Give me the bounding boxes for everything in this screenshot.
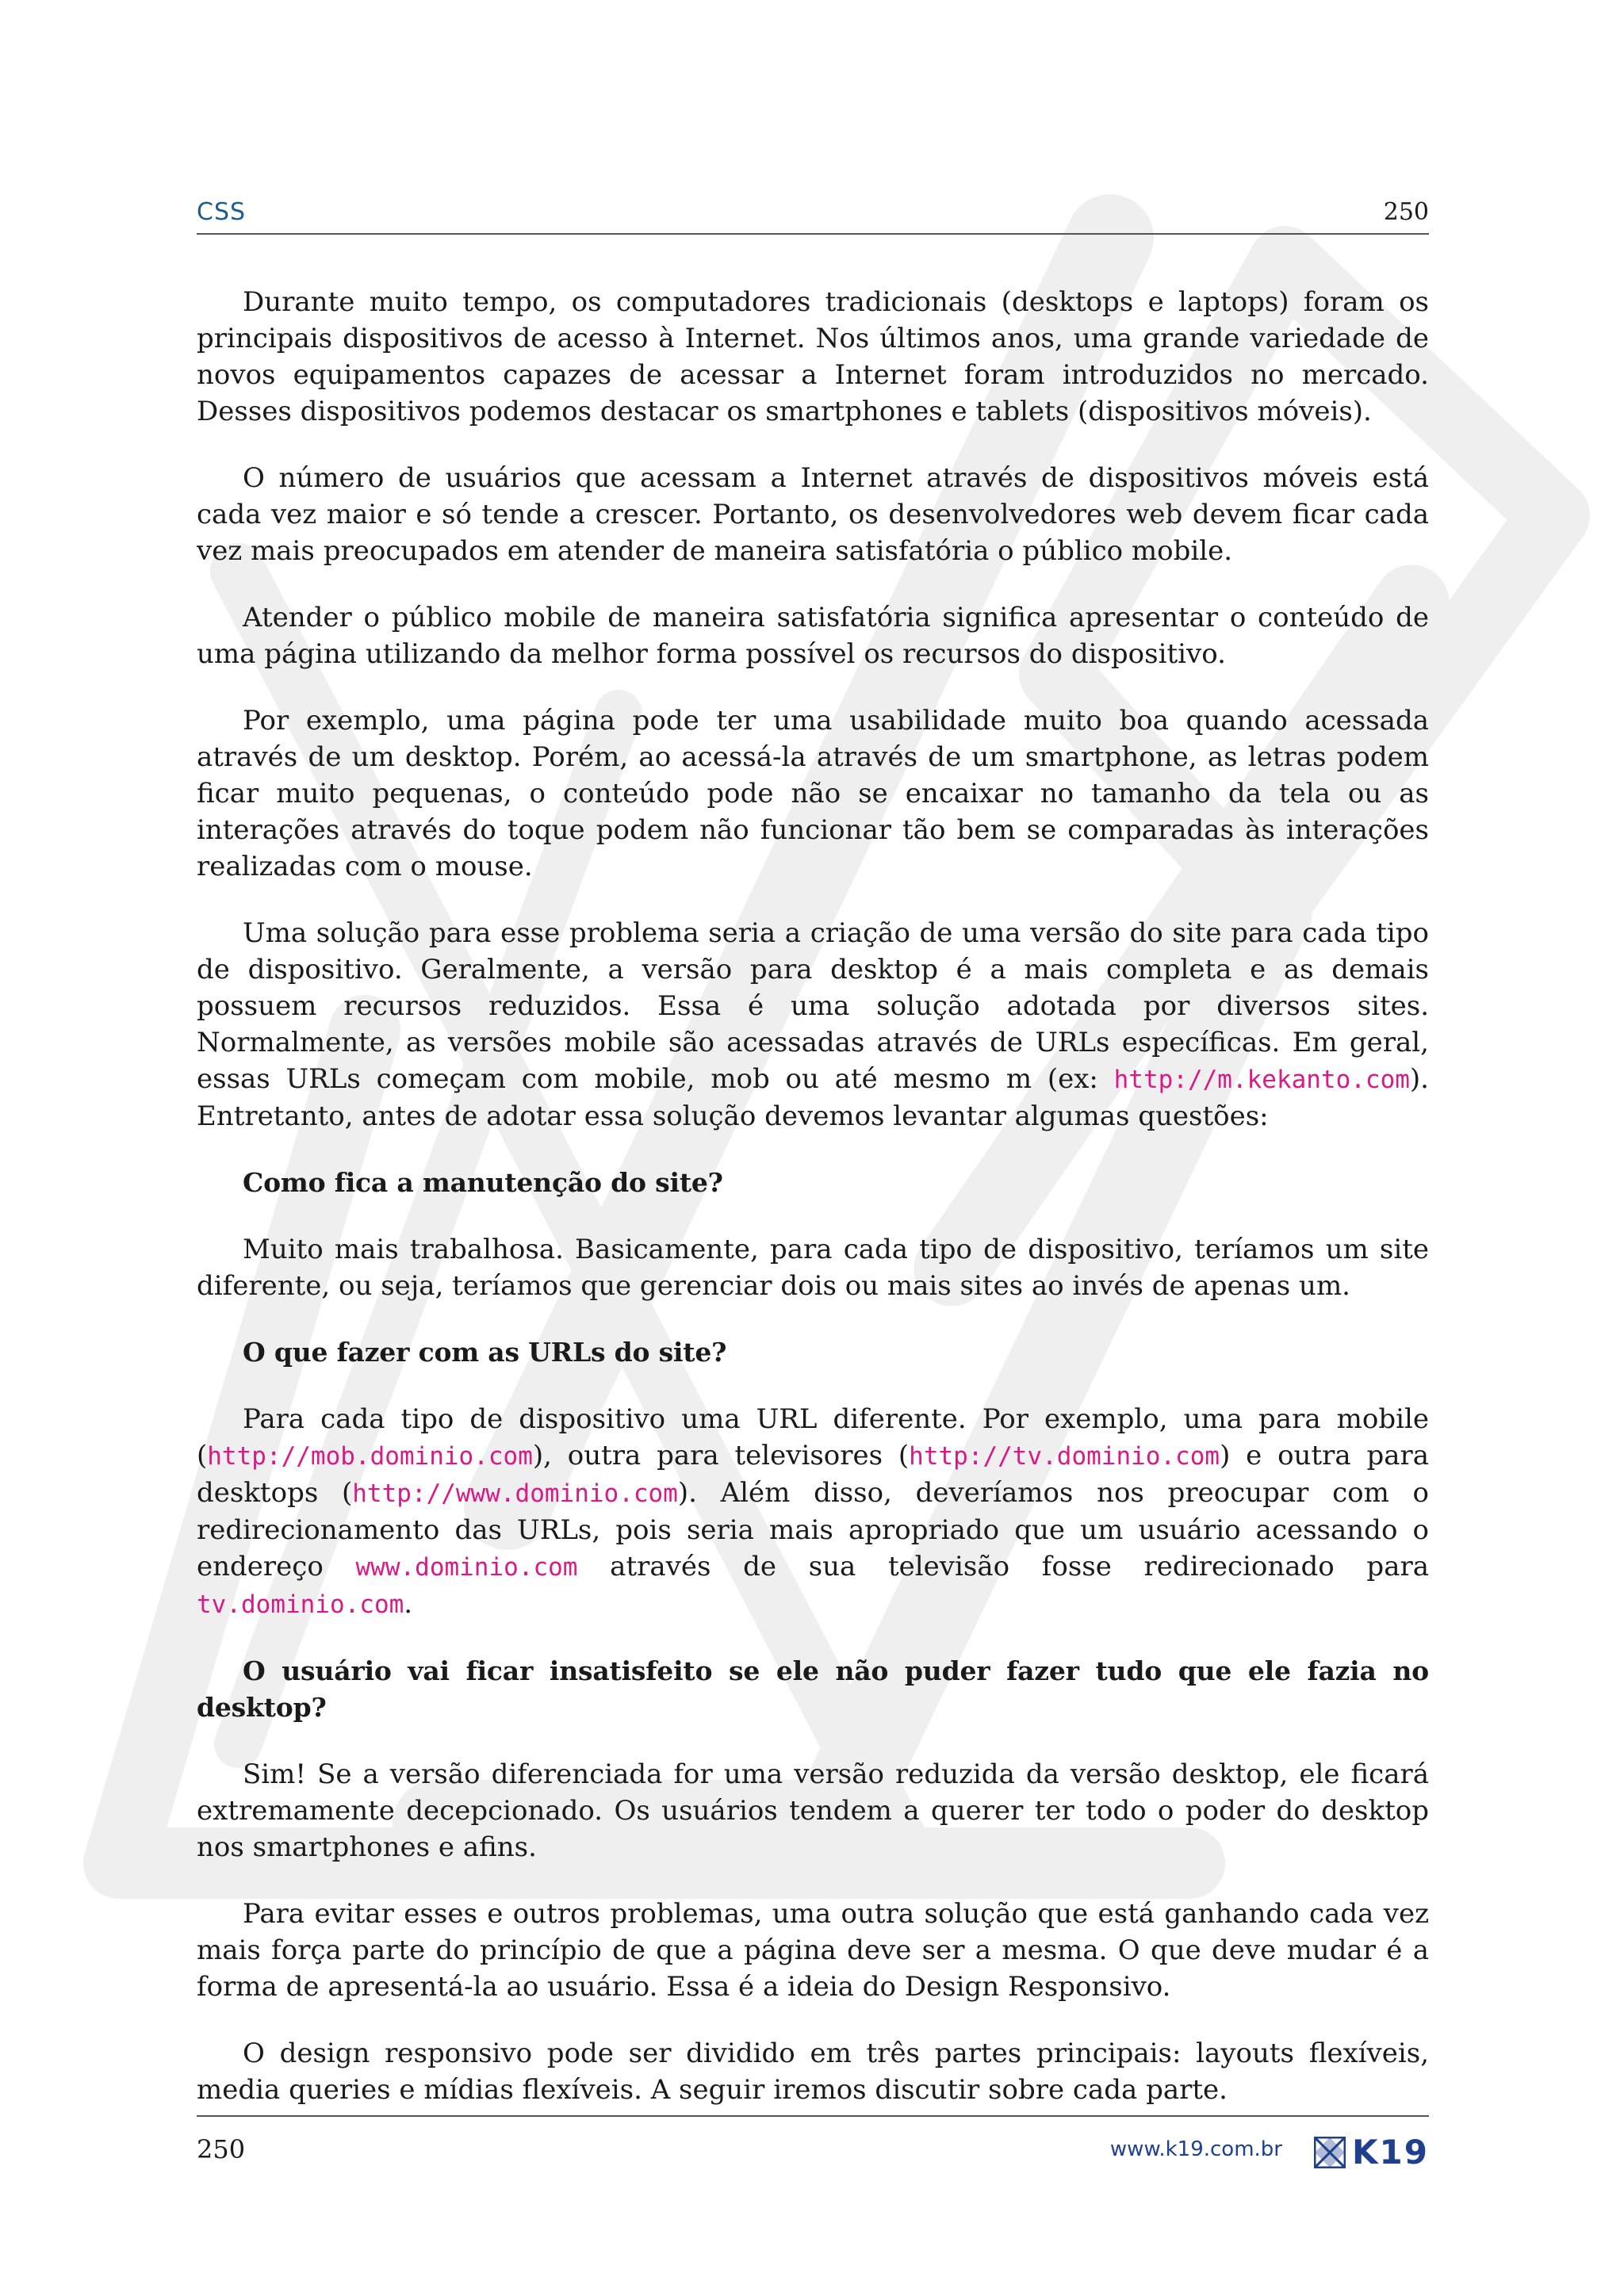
k19-logo-icon: [1314, 2137, 1346, 2168]
website-link[interactable]: www.k19.com.br: [1109, 2137, 1282, 2161]
text-run: .: [404, 1588, 413, 1620]
text-run: ). Entretanto, antes de adotar essa solução devemos levantar algumas questões:: [197, 1063, 1429, 1132]
text-run: ). Além disso, deveríamos nos preocupar com o redirecionamento das URLs, pois seria mais apropriado que um usuário acessando o endereço: [197, 1477, 1429, 1582]
question-heading: [197, 1334, 1429, 1371]
url-link[interactable]: www.dominio.com: [355, 1553, 578, 1582]
k19-logo: [1314, 2133, 1429, 2172]
page-content: [197, 182, 1429, 2138]
paragraph: [197, 702, 1429, 885]
header-page-number: 250: [1383, 198, 1429, 226]
text-run: Atender o público mobile de maneira satisfatória significa apresentar o conteúdo de uma página utilizando da melhor forma possível os recursos do dispositivo.: [197, 602, 1429, 670]
page-footer: [197, 2115, 1429, 2188]
text-run: Para cada tipo de dispositivo uma URL diferente. Por exemplo, uma para mobile (: [197, 1403, 1429, 1471]
paragraph: [197, 599, 1429, 672]
text-run: Durante muito tempo, os computadores tradicionais (desktops e laptops) foram os principais dispositivos de acesso à Internet. Nos últimos anos, uma grande variedade de novos equipamentos capazes de acessar a Internet foram introduzidos no mercado. Desses dispositivos podemos destacar os smartphones e tablets (dispositivos móveis).: [197, 286, 1429, 427]
paragraph: [197, 1401, 1429, 1623]
text-run: Uma solução para esse problema seria a criação de uma versão do site para cada tipo de dispositivo. Geralmente, a versão para desktop é a mais completa e as demais possuem recursos reduzidos. Essa é uma solução adotada por diversos sites. Normalmente, as versões mobile são acessadas através de URLs específicas. Em geral, essas URLs começam com mobile, mob ou até mesmo m (ex:: [197, 917, 1429, 1095]
url-link[interactable]: http://tv.dominio.com: [909, 1442, 1220, 1471]
paragraph: [197, 460, 1429, 569]
paragraph: [197, 2035, 1429, 2108]
text-run: através de sua televisão fosse redirecionado para: [577, 1551, 1429, 1582]
body-text: [197, 284, 1429, 2108]
footer-page-number: 250: [197, 2134, 246, 2164]
question-heading: [197, 1653, 1429, 1726]
text-run: ) e outra para desktops (: [197, 1440, 1430, 1509]
paragraph: [197, 1896, 1429, 2005]
text-run: O design responsivo pode ser dividido em três partes principais: layouts flexíveis, media queries e mídias flexíveis. A seguir iremos discutir sobre cada parte.: [197, 2038, 1429, 2106]
paragraph: [197, 915, 1429, 1135]
url-link[interactable]: http://www.dominio.com: [352, 1479, 678, 1508]
text-run: O que fazer com as URLs do site?: [243, 1337, 727, 1368]
paragraph: [197, 1756, 1429, 1866]
text-run: O número de usuários que acessam a Internet através de dispositivos móveis está cada vez maior e só tende a crescer. Portanto, os desenvolvedores web devem ficar cada vez mais preocupados em atender de maneira satisfatória o público mobile.: [197, 462, 1429, 567]
paragraph: [197, 284, 1429, 430]
text-run: Por exemplo, uma página pode ter uma usabilidade muito boa quando acessada através de um desktop. Porém, ao acessá-la através de um smartphone, as letras podem ficar muito pequenas, o conteúdo pode não se encaixar no tamanho da tela ou as interações através do toque podem não funcionar tão bem se comparadas às interações realizadas com o mouse.: [197, 705, 1429, 882]
section-title: CSS: [197, 198, 247, 226]
text-run: O usuário vai ficar insatisfeito se ele não puder fazer tudo que ele fazia no desktop?: [197, 1655, 1429, 1723]
url-link[interactable]: http://mob.dominio.com: [207, 1442, 533, 1471]
text-run: Sim! Se a versão diferenciada for uma versão reduzida da versão desktop, ele ficará extremamente decepcionado. Os usuários tendem a querer ter todo o poder do desktop nos smartphones e afins.: [197, 1758, 1429, 1863]
logo-text: K19: [1352, 2133, 1429, 2172]
text-run: Muito mais trabalhosa. Basicamente, para cada tipo de dispositivo, teríamos um site diferente, ou seja, teríamos que gerenciar dois ou mais sites ao invés de apenas um.: [197, 1234, 1429, 1302]
paragraph: [197, 1231, 1429, 1304]
question-heading: [197, 1165, 1429, 1201]
text-run: Para evitar esses e outros problemas, uma outra solução que está ganhando cada vez mais força parte do princípio de que a página deve ser a mesma. O que deve mudar é a forma de apresentá-la ao usuário. Essa é a ideia do Design Responsivo.: [197, 1898, 1429, 2003]
text-run: ), outra para televisores (: [532, 1440, 910, 1471]
url-link[interactable]: http://m.kekanto.com: [1113, 1066, 1410, 1094]
url-link[interactable]: tv.dominio.com: [197, 1590, 404, 1619]
text-run: Como fica a manutenção do site?: [243, 1167, 723, 1198]
page-header: [197, 182, 1429, 235]
